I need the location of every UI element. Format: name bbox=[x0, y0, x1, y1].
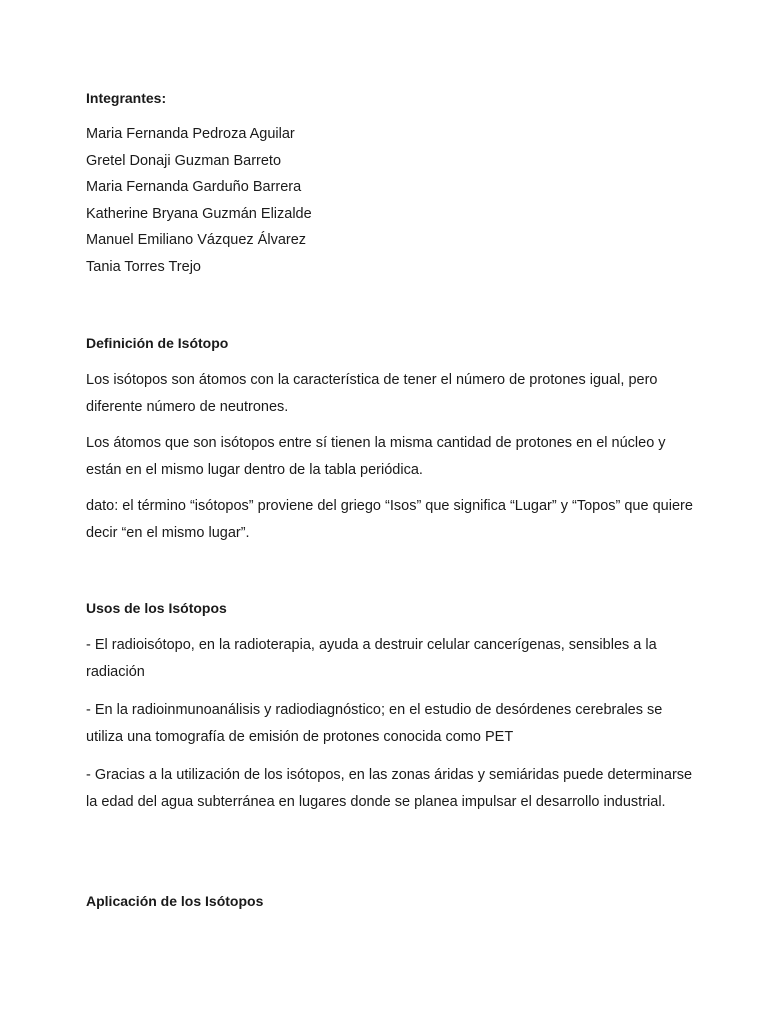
definicion-heading: Definición de Isótopo bbox=[86, 335, 229, 351]
definicion-section bbox=[86, 367, 696, 556]
usos-heading: Usos de los Isótopos bbox=[86, 600, 227, 616]
member-name: Maria Fernanda Pedroza Aguilar bbox=[86, 126, 295, 142]
integrantes-heading: Integrantes: bbox=[86, 90, 167, 106]
member-name: Manuel Emiliano Vázquez Álvarez bbox=[86, 232, 307, 248]
member-name: Gretel Donaji Guzman Barreto bbox=[86, 152, 282, 169]
usos-item: - En la radioinmunoanálisis y radiodiagnóstico; en el estudio de desórdenes cerebrales se utiliza una tomografía de emisión de protones conocida como PET bbox=[86, 702, 663, 745]
members-list bbox=[86, 121, 312, 280]
definicion-paragraph: Los átomos que son isótopos entre sí tienen la misma cantidad de protones en el núcleo y están en el mismo lugar dentro de la tabla periódica. bbox=[86, 435, 666, 478]
dato-paragraph: dato: el término “isótopos” proviene del griego “Isos” que significa “Lugar” y “Topos” que quiere decir “en el mismo lugar”. bbox=[86, 498, 693, 541]
definicion-paragraph: Los isótopos son átomos con la característica de tener el número de protones igual, pero diferente número de neutrones. bbox=[86, 372, 658, 415]
usos-item: - Gracias a la utilización de los isótopos, en las zonas áridas y semiáridas puede determinarse la edad del agua subterránea en lugares donde se planea impulsar el desarrollo industrial. bbox=[86, 767, 693, 810]
member-name: Maria Fernanda Garduño Barrera bbox=[86, 179, 302, 195]
usos-section bbox=[86, 632, 696, 827]
member-name: Katherine Bryana Guzmán Elizalde bbox=[86, 205, 312, 222]
member-name: Tania Torres Trejo bbox=[86, 258, 201, 275]
usos-item: - El radioisótopo, en la radioterapia, ayuda a destruir celular cancerígenas, sensibles a la radiación bbox=[86, 637, 657, 680]
aplicacion-heading: Aplicación de los Isótopos bbox=[86, 893, 264, 909]
